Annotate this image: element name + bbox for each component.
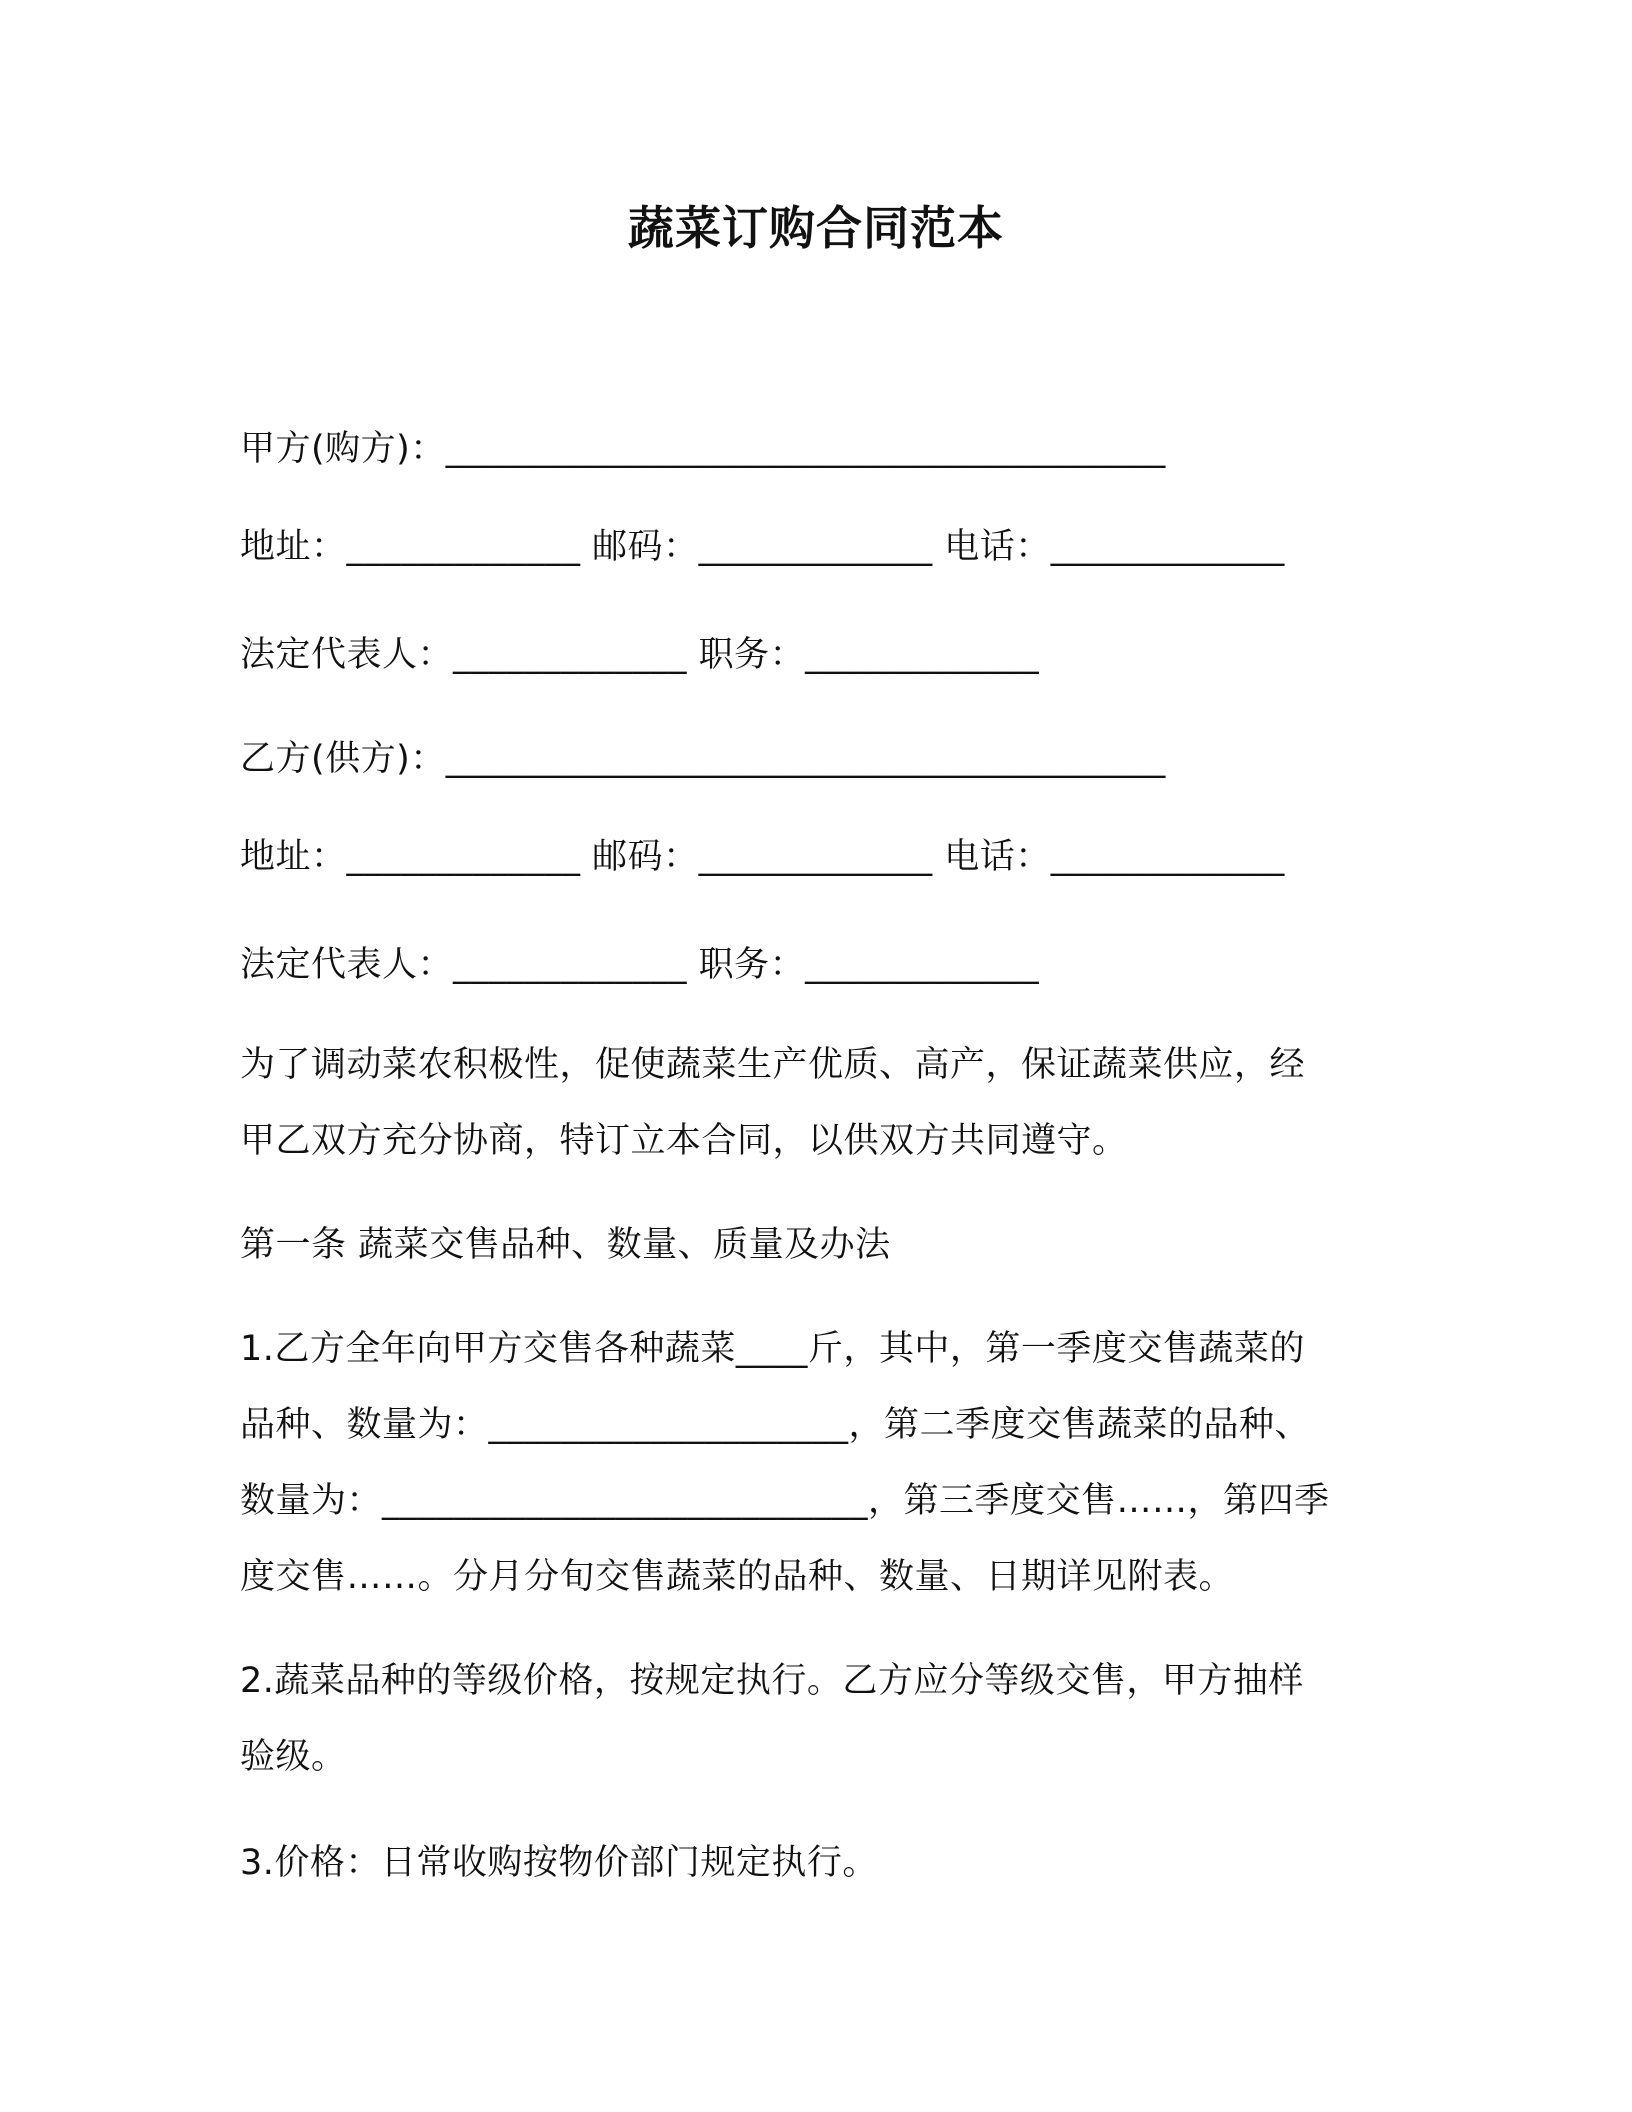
party-a-contact-line: 地址：_____________ 邮码：_____________ 电话：_____________ [240, 527, 1285, 567]
clause-2-line-1: 2.蔬菜品种的等级价格，按规定执行。乙方应分等级交售，甲方抽样 [240, 1661, 1304, 1701]
clause-1-line-4: 度交售……。分月分旬交售蔬菜的品种、数量、日期详见附表。 [240, 1557, 1235, 1597]
preamble-line-2: 甲乙双方充分协商，特订立本合同，以供双方共同遵守。 [240, 1121, 1128, 1161]
preamble-line-1: 为了调动菜农积极性，促使蔬菜生产优质、高产，保证蔬菜供应，经 [240, 1045, 1306, 1085]
article-1-heading: 第一条 蔬菜交售品种、数量、质量及办法 [240, 1225, 891, 1265]
party-b-representative-line: 法定代表人：_____________ 职务：_____________ [240, 945, 1040, 985]
document-title: 蔬菜订购合同范本 [628, 201, 1004, 255]
clause-1-line-1: 1.乙方全年向甲方交售各种蔬菜____斤，其中，第一季度交售蔬菜的 [240, 1329, 1305, 1369]
clause-1-line-2: 品种、数量为：____________________，第二季度交售蔬菜的品种、 [240, 1405, 1311, 1445]
party-b-line: 乙方(供方)：________________________________________ [240, 739, 1166, 779]
party-a-line: 甲方(购方)：________________________________________ [240, 429, 1166, 469]
clause-3-line-1: 3.价格：日常收购按物价部门规定执行。 [240, 1843, 878, 1883]
party-b-contact-line: 地址：_____________ 邮码：_____________ 电话：_____________ [240, 837, 1285, 877]
clause-1-line-3: 数量为：___________________________，第三季度交售……，第四季 [240, 1481, 1330, 1521]
clause-2-line-2: 验级。 [240, 1737, 347, 1777]
party-a-representative-line: 法定代表人：_____________ 职务：_____________ [240, 635, 1040, 675]
